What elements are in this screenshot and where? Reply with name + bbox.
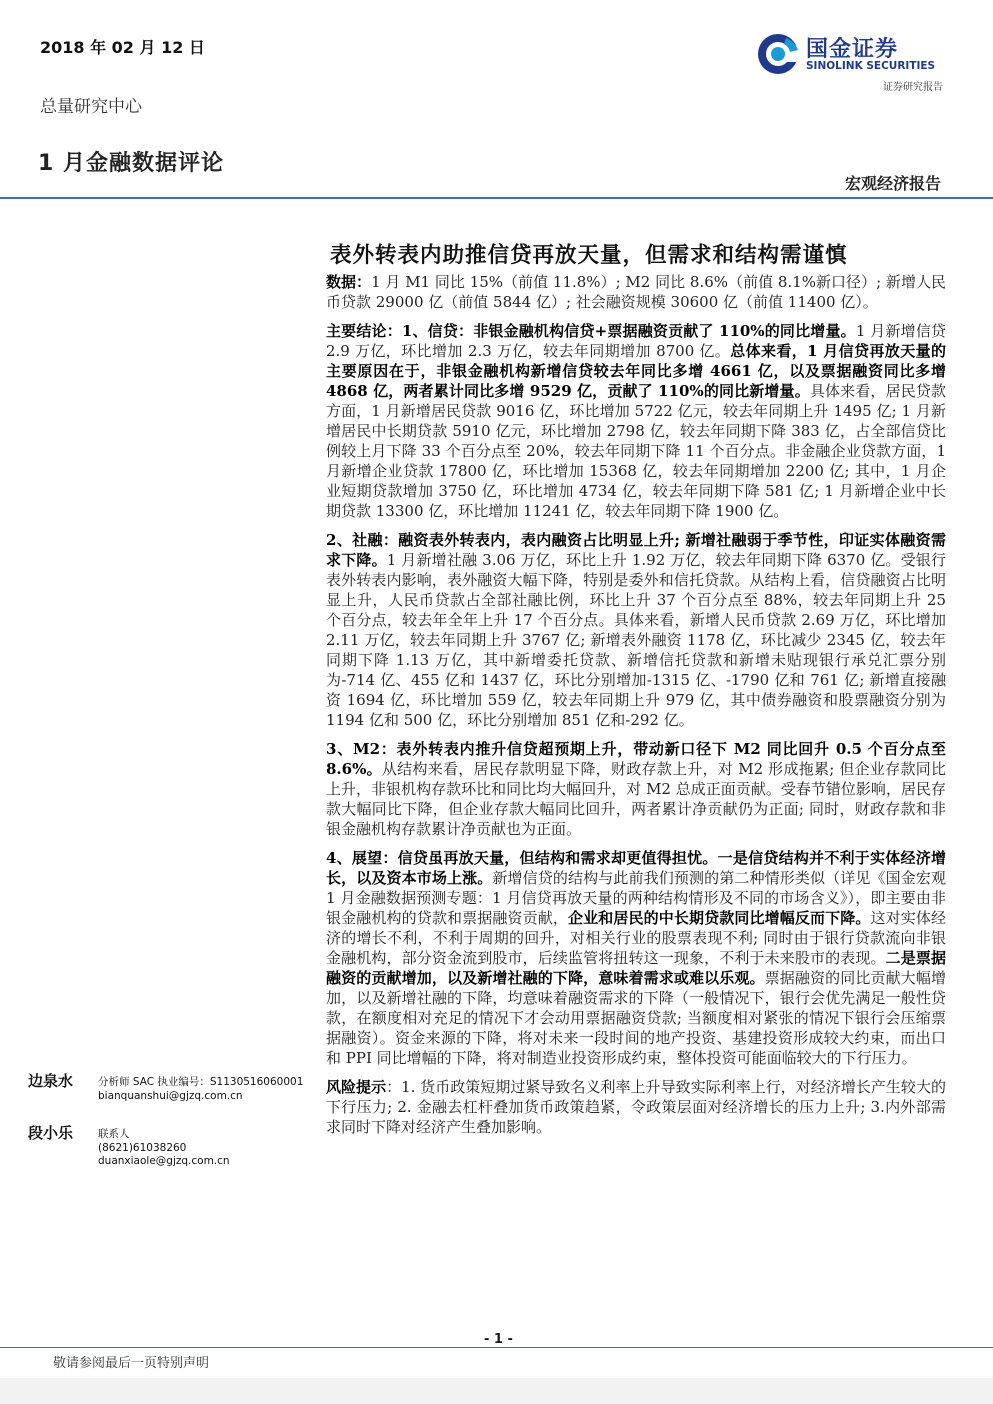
- analyst-info: [98, 1128, 230, 1169]
- body-text: 这对实体经济的增长不利，不利于周期的回升，对相关行业的股票表现不利; 同时由于银行贷款流向非银金融机构，部分资金流到股市，后续监管将扭转这一现象，不利于未来股市的表现。: [326, 909, 946, 967]
- company-logo: [756, 30, 956, 80]
- analyst-list: [28, 1070, 318, 1174]
- summary-body: [326, 272, 946, 1146]
- footer-band: [0, 1378, 993, 1404]
- analyst-name: 段小乐: [28, 1124, 74, 1142]
- page-number: - 1 -: [484, 1332, 513, 1347]
- body-text: 票据融资的同比贡献大幅增加，以及新增社融的下降，均意味着融资需求的下降（一般情况下，银行会优先满足一般性贷款，在额度相对充足的情况下才会动用票据融资贷款; 当额度相对紧张的情况下银行会压缩票据融资）。资金来源的下降，将对未来一段时间的地产投资、基建投资形成较大约束，而出口和 PPI 同比增幅的下降，将对制造业投资形成约束，整体投资可能面临较大的下行压力。: [326, 969, 946, 1067]
- header-divider: [0, 197, 993, 199]
- report-category: 宏观经济报告: [844, 174, 941, 193]
- emphasis-text: 总体来看，1 月信贷再放天量的主要原因在于，非银金融机构新增信贷较去年同比多增 4661 亿，以及票据融资同比多增 4868 亿，两者累计同比多增 9529 亿，贡献了 110%的同比新增量。: [326, 342, 946, 400]
- summary-paragraph: [326, 321, 946, 521]
- analyst-email[interactable]: duanxiaole@gjzq.com.cn: [98, 1155, 230, 1167]
- summary-paragraph: [326, 739, 946, 839]
- footer-divider: [0, 1347, 993, 1348]
- body-text: 从结构来看，居民存款明显下降，财政存款上升，对 M2 形成拖累; 但企业存款同比上升，非银机构存款环比和同比均大幅回升，对 M2 总成正面贡献。受春节错位影响，居民存款大幅同比下降，但企业存款大幅同比回升，两者累计净贡献仍为正面; 同时，财政存款和非银金融机构存款累计净贡献也为正面。: [326, 760, 946, 838]
- emphasis-text: 3、M2：表外转表内推升信贷超预期上升，带动新口径下 M2 同比回升 0.5 个百分点至 8.6%。: [326, 740, 946, 778]
- analyst-entry: [28, 1122, 318, 1174]
- analyst-email[interactable]: bianquanshui@gjzq.com.cn: [98, 1089, 243, 1102]
- body-text: 新增信贷的结构与此前我们预测的第二种情形类似（详见《国金宏观 1 月金融数据预测专题：1 月信贷再放天量的两种结构情形及不同的市场含义》），即主要由非银金融机构的贷款和票据融资贡献，: [326, 869, 946, 927]
- summary-paragraph: [326, 530, 946, 730]
- analyst-entry: [28, 1070, 318, 1122]
- disclaimer-note: 敬请参阅最后一页特别声明: [53, 1356, 210, 1371]
- headline: 表外转表内助推信贷再放天量，但需求和结构需谨慎: [330, 243, 848, 268]
- summary-paragraph: [326, 1077, 946, 1137]
- report-title: 1 月金融数据评论: [38, 151, 224, 176]
- report-date: 2018 年 02 月 12 日: [40, 38, 205, 57]
- logo-mark-icon: [756, 32, 800, 76]
- report-type-tagline: 证券研究报告: [883, 82, 943, 93]
- body-text: 1 月新增信贷 2.9 万亿，环比增加 2.3 万亿，较去年同期增加 8700 亿。: [326, 322, 947, 360]
- emphasis-text: 2、社融：融资表外转表内，表内融资占比明显上升; 新增社融弱于季节性，印证实体融资需求下降。: [326, 531, 946, 569]
- analyst-cert: 分析师 SAC 执业编号：S1130516060001: [98, 1076, 304, 1088]
- analyst-phone: (8621)61038260: [98, 1141, 187, 1154]
- emphasis-text: 风险提示: [326, 1078, 387, 1096]
- emphasis-text: 主要结论：1、信贷：非银金融机构信贷+票据融资贡献了 110%的同比增量。: [326, 322, 856, 340]
- analyst-name: 边泉水: [28, 1072, 74, 1090]
- logo-text-en: SINOLINK SECURITIES: [806, 60, 936, 72]
- body-text: 1 月新增社融 3.06 万亿，环比上升 1.92 万亿，较去年同期下降 6370 亿。受银行表外转表内影响，表外融资大幅下降，特别是委外和信托贷款。从结构上看，信贷融资占比明显上升，人民币贷款占全部社融比例，环比上升 37 个百分点至 88%，较去年同期上升 25 个百分点，较去年全年上升 17 个百分点。具体来看，新增人民币贷款 2.69 万亿，环比增加 2.11 万亿，较去年同期上升 3767 亿; 新增表外融资 1178 亿，环比减少 2345 亿，较去年同期下降 1.13 万亿，其中新增委托贷款、新增信托贷款和新增未贴现银行承兑汇票分别为-714 亿、455 亿和 1437 亿，环比分别增加-1315 亿、-1790 亿和 761 亿; 新增直接融资 1694 亿，环比增加 559 亿，较去年同期上升 979 亿，其中债券融资和股票融资分别为 1194 亿和 500 亿，环比分别增加 851 亿和-292 亿。: [326, 551, 946, 729]
- logo-text-cn: 国金证券: [806, 37, 899, 62]
- emphasis-text: 4、展望：信贷虽再放天量，但结构和需求却更值得担忧。一是信贷结构并不利于实体经济增长，以及资本市场上涨。: [326, 849, 946, 887]
- emphasis-text: 数据：: [326, 273, 372, 291]
- body-text: ：1. 货币政策短期过紧导致名义利率上升导致实际利率上行，对经济增长产生较大的下行压力; 2. 金融去杠杆叠加货币政策趋紧，令政策层面对经济增长的压力上升; 3.内外部需求同时下降对经济产生叠加影响。: [326, 1078, 946, 1136]
- emphasis-text: 二是票据融资的贡献增加，以及新增社融的下降，意味着需求或难以乐观。: [326, 949, 946, 987]
- summary-paragraph: [326, 272, 946, 312]
- analyst-role: 联系人: [98, 1128, 130, 1140]
- department-name: 总量研究中心: [40, 97, 142, 117]
- body-text: 具体来看，居民贷款方面，1 月新增居民贷款 9016 亿，环比增加 5722 亿元，较去年同期上升 1495 亿; 1 月新增居民中长期贷款 5910 亿元，环比增加 2798 亿，较去年同期下降 383 亿，占全部信贷比例较上月下降 33 个百分点至 20%，较去年同期下降 11 个百分点。非金融企业贷款方面，1 月新增企业贷款 17800 亿，环比增加 15368 亿，较去年同期增加 2200 亿; 其中，1 月企业短期贷款增加 3750 亿，环比增加 4734 亿，较去年同期下降 581 亿; 1 月新增企业中长期贷款 13300 亿，环比增加 11241 亿，较去年同期下降 1900 亿。: [326, 382, 946, 520]
- analyst-info: [98, 1076, 303, 1103]
- body-text: 1 月 M1 同比 15%（前值 11.8%）; M2 同比 8.6%（前值 8.1%新口径）; 新增人民币贷款 29000 亿（前值 5844 亿）; 社会融资规模 30600 亿（前值 11400 亿）。: [326, 273, 946, 311]
- emphasis-text: 企业和居民的中长期贷款同比增幅反而下降。: [567, 909, 871, 927]
- summary-paragraph: [326, 848, 946, 1068]
